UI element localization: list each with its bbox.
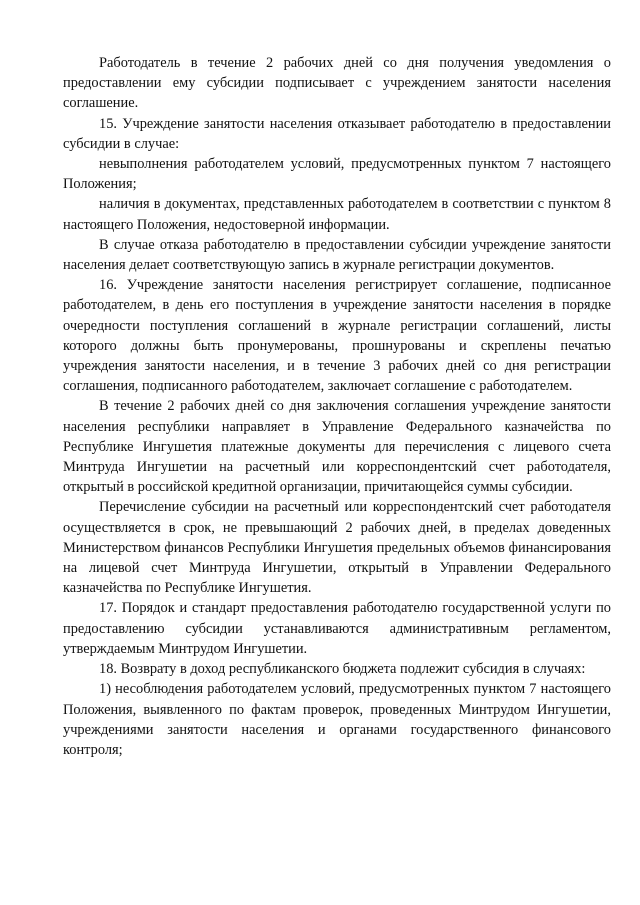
paragraph-transfer-terms: Перечисление субсидии на расчетный или корреспондентский счет работодателя осуществляется в срок, не превышающий 2 рабочих дней, в пределах доведенных Министерством финансов Республики Ингушетия предельных объемов финансирования на лицевой счет Минтруда Ингушетии, открытый в Управлении Федерального казначейства по Республике Ингушетия. [63, 499, 611, 597]
paragraph-15-reason-conditions: невыполнения работодателем условий, предусмотренных пунктом 7 настоящего Положения; [63, 156, 611, 193]
document-page [63, 53, 611, 760]
paragraph-18-refund: 18. Возврату в доход республиканского бюджета подлежит субсидия в случаях: [99, 661, 586, 678]
paragraph-payment-documents: В течение 2 рабочих дней со дня заключения соглашения учреждение занятости населения республики направляет в Управление Федерального казначейства по Республике Ингушетия платежные документы для перечисления с лицевого счета Минтруда Ингушетии на расчетный или корреспондентский счет работодателя, открытый в российской кредитной организации, причитающейся суммы субсидии. [63, 398, 611, 496]
paragraph-15-refusal: 15. Учреждение занятости населения отказывает работодателю в предоставлении субсидии в случае: [63, 115, 611, 152]
paragraph-15-reason-false-info: наличия в документах, представленных работодателем в соответствии с пунктом 8 настоящего Положения, недостоверной информации. [63, 196, 611, 233]
paragraph-16-registration: 16. Учреждение занятости населения регистрирует соглашение, подписанное работодателем, в день его поступления в учреждение занятости населения в порядке очередности поступления соглашений в журнале регистрации соглашений, листы которого должны быть пронумерованы, прошнурованы и скреплены печатью учреждения занятости населения, и в течение 3 рабочих дней со дня регистрации соглашения, подписанного работодателем, заключает соглашение с работодателем. [63, 277, 611, 395]
paragraph-agreement-signing: Работодатель в течение 2 рабочих дней со дня получения уведомления о предоставлении ему субсидии подписывает с учреждением занятости населения соглашение. [63, 55, 611, 112]
paragraph-17-regulation: 17. Порядок и стандарт предоставления работодателю государственной услуги по предоставлению субсидии устанавливаются административным регламентом, утверждаемым Минтрудом Ингушетии. [63, 600, 611, 657]
paragraph-refusal-record: В случае отказа работодателю в предоставлении субсидии учреждение занятости населения делает соответствующую запись в журнале регистрации документов. [63, 236, 611, 274]
paragraph-18-case-1: 1) несоблюдения работодателем условий, предусмотренных пунктом 7 настоящего Положения, выявленного по фактам проверок, проведенных Минтрудом Ингушетии, учреждениями занятости населения и органами государственного финансового контроля; [63, 681, 611, 758]
